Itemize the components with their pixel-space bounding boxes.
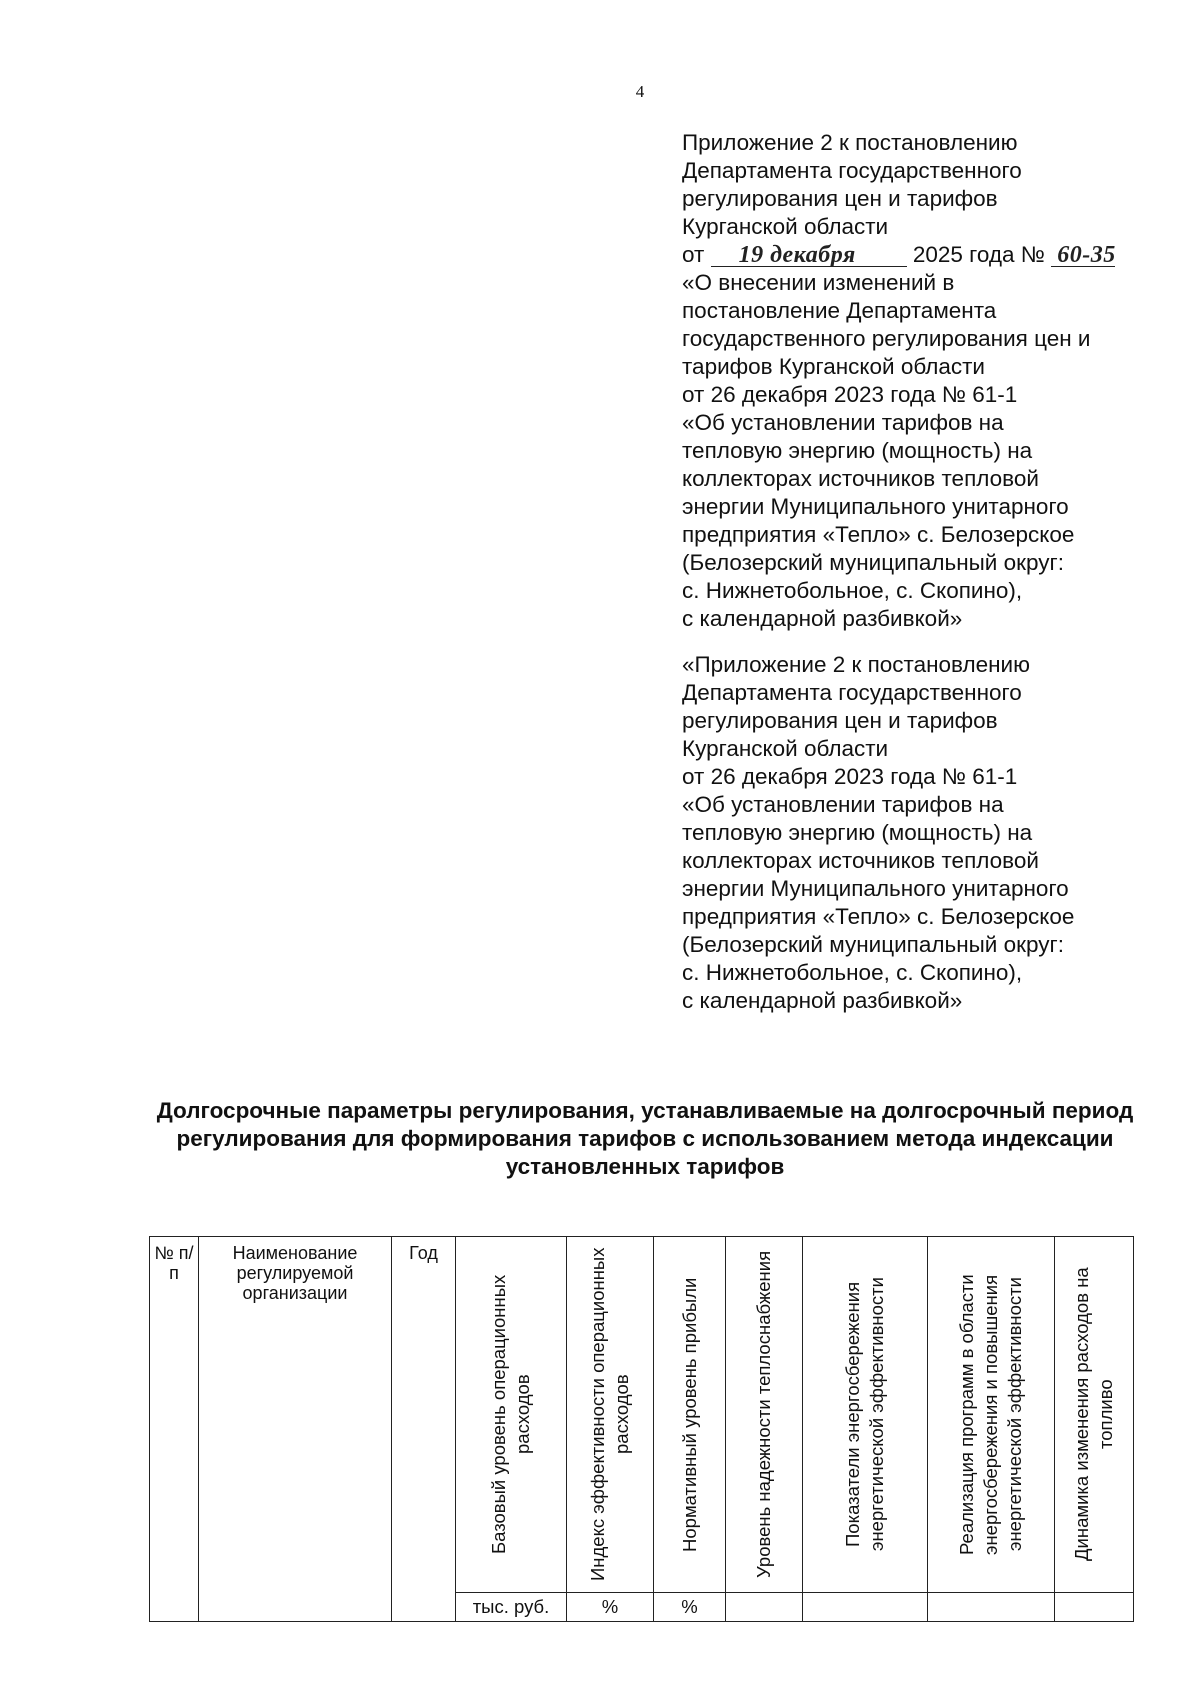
appendix-line: Курганской области <box>682 214 889 239</box>
appendix-line: тепловую энергию (мощность) на <box>682 438 1033 463</box>
header-programs-cell <box>928 1237 1055 1593</box>
appendix-line: предприятия «Тепло» с. Белозерское <box>682 522 1075 547</box>
quoted-line: «Приложение 2 к постановлению <box>682 652 1030 677</box>
appendix-line: регулирования цен и тарифов <box>682 186 998 211</box>
header-base-level-cell <box>456 1237 567 1593</box>
header-profit-level: Нормативный уровень прибыли <box>678 1277 700 1552</box>
quoted-line: с календарной разбивкой» <box>682 988 963 1013</box>
appendix-line: Департамента государственного <box>682 158 1022 183</box>
handwritten-date: 19 декабря <box>711 244 907 267</box>
date-year-text: 2025 года № <box>912 242 1045 267</box>
quoted-line: Департамента государственного <box>682 680 1022 705</box>
quoted-line: Курганской области <box>682 736 889 761</box>
appendix-line: тарифов Курганской области <box>682 354 985 379</box>
appendix-line: энергии Муниципального унитарного <box>682 494 1069 519</box>
quoted-line: от 26 декабря 2023 года № 61-1 <box>682 764 1018 789</box>
unit-programs <box>928 1593 1055 1622</box>
appendix-line: постановление Департамента <box>682 298 997 323</box>
header-energy-saving-cell <box>803 1237 928 1593</box>
header-fuel-dynamics: Динамика изменения расходов на топливо <box>1071 1267 1116 1562</box>
unit-energy-saving <box>803 1593 928 1622</box>
date-prefix: от <box>682 242 705 267</box>
appendix-line: коллекторах источников тепловой <box>682 466 1039 491</box>
appendix-line: государственного регулирования цен и <box>682 326 1091 351</box>
unit-fuel-dynamics <box>1055 1593 1134 1622</box>
unit-profit-level: % <box>654 1593 726 1622</box>
appendix-line: с календарной разбивкой» <box>682 606 963 631</box>
header-efficiency-index: Индекс эффективности операционных расходов <box>587 1247 632 1582</box>
header-efficiency-index-cell <box>567 1237 654 1593</box>
appendix-line: (Белозерский муниципальный округ: <box>682 550 1064 575</box>
appendix-line: от 26 декабря 2023 года № 61-1 <box>682 382 1018 407</box>
handwritten-number: 60-35 <box>1051 244 1115 267</box>
header-base-level: Базовый уровень операционных расходов <box>488 1274 533 1555</box>
quoted-line: энергии Муниципального унитарного <box>682 876 1069 901</box>
header-reliability: Уровень надежности теплоснабжения <box>753 1250 774 1579</box>
unit-reliability <box>726 1593 803 1622</box>
unit-base-level: тыс. руб. <box>456 1593 567 1622</box>
parameters-table <box>149 1236 1134 1622</box>
appendix-line: «О внесении изменений в <box>682 270 955 295</box>
quoted-line: регулирования цен и тарифов <box>682 708 998 733</box>
appendix-line: «Об установлении тарифов на <box>682 410 1004 435</box>
quoted-line: коллекторах источников тепловой <box>682 848 1039 873</box>
header-programs: Реализация программ в области энергосбережения и повышения энергетической эффективности <box>956 1274 1025 1555</box>
table-title: Долгосрочные параметры регулирования, устанавливаемые на долгосрочный период регулирования для формирования тарифов с использованием метода индексации установленных тарифов <box>156 1098 1134 1179</box>
table-header-row <box>150 1237 1134 1593</box>
date-line <box>682 241 1152 269</box>
quoted-appendix-block <box>682 651 1152 1015</box>
header-fuel-dynamics-cell <box>1055 1237 1134 1593</box>
appendix-line: с. Нижнетобольное, с. Скопино), <box>682 578 1023 603</box>
quoted-line: «Об установлении тарифов на <box>682 792 1004 817</box>
appendix-line: Приложение 2 к постановлению <box>682 130 1018 155</box>
header-num: № п/п <box>150 1237 199 1622</box>
header-energy-saving: Показатели энергосбережения энергетической эффективности <box>842 1277 887 1552</box>
quoted-line: предприятия «Тепло» с. Белозерское <box>682 904 1075 929</box>
appendix-header-block <box>682 129 1152 633</box>
unit-efficiency-index: % <box>567 1593 654 1622</box>
header-year: Год <box>392 1237 456 1622</box>
header-reliability-cell <box>726 1237 803 1593</box>
quoted-line: (Белозерский муниципальный округ: <box>682 932 1064 957</box>
header-organization: Наименование регулируемой организации <box>199 1237 392 1622</box>
quoted-line: тепловую энергию (мощность) на <box>682 820 1033 845</box>
page-number: 4 <box>635 82 645 101</box>
header-profit-level-cell <box>654 1237 726 1593</box>
quoted-line: с. Нижнетобольное, с. Скопино), <box>682 960 1023 985</box>
